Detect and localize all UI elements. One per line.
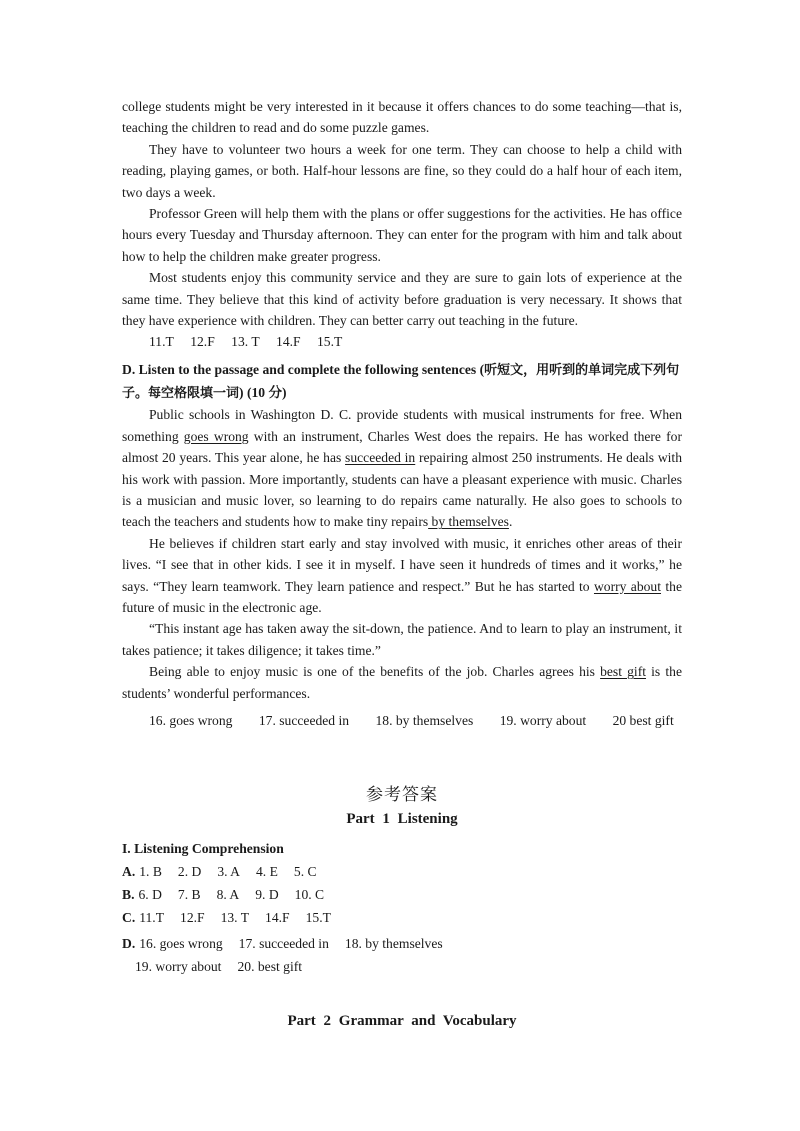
passage-c-paragraph-1: college students might be very interested in it because it offers chances to do some teaching—that is, teaching the children to read and do some puzzle games. <box>122 99 682 136</box>
answer-item: 17. succeeded in <box>238 935 329 951</box>
passage-d-paragraph-3: “This instant age has taken away the sit-down, the patience. And to learn to play an instrument, it takes patience; it takes diligence; it takes time.” <box>122 621 682 658</box>
text-run: with an instrument, Charles West does the repairs. He has worked there for almost 20 years. This year alone, he has <box>122 428 682 466</box>
part-2-title: Part 2 Grammar and Vocabulary <box>287 1012 517 1029</box>
answer-row-b <box>122 883 682 906</box>
answer-item: 19. worry about <box>499 712 587 728</box>
answer-item: 7. B <box>177 886 201 902</box>
text-run: is the students’ wonderful performances. <box>122 664 682 701</box>
text-run: the future of music in the electronic age. <box>122 578 682 615</box>
answer-item: 4. E <box>255 863 278 879</box>
answer-item: 15.T <box>305 909 331 925</box>
text-run: repairing almost 250 instruments. He deals with his work with passion. More importantly, students can have a pleasant experience with music. Charles is a musician and music lover, so learning to do repairs came naturally. He also goes to schools to teach the teachers and students how to make tiny repairs <box>122 450 682 530</box>
row-label: D. <box>122 935 136 951</box>
answer-row-c <box>122 906 682 929</box>
answer-item: 17. succeeded in <box>258 712 350 728</box>
document-page <box>122 96 682 1030</box>
answer-item: 9. D <box>255 886 279 902</box>
answer-item: 14.F <box>265 909 290 925</box>
answer-item: 15.T <box>317 334 343 350</box>
passage-c-paragraph-3: Professor Green will help them with the plans or offer suggestions for the activities. He has office hours every Tuesday and Thursday afternoon. They can enter for the program with him and talk about how to help the children make greater progress. <box>122 206 682 264</box>
row-label: C. <box>122 909 136 925</box>
section-d-heading-cn: 听短文，用听到的单词完成下列句子。每空格限填一词 <box>122 363 680 401</box>
answer-item: 18. by themselves <box>344 935 443 951</box>
section-d-heading-en: D. Listen to the passage and complete the following sentences ( <box>122 362 485 378</box>
section-1-title: I. Listening Comprehension <box>122 840 284 856</box>
passage-d-paragraph-1 <box>122 404 682 532</box>
answer-item: 8. A <box>216 886 240 902</box>
part-1-title: Part 1 Listening <box>346 810 458 827</box>
section-d-heading <box>122 359 682 404</box>
answer-underline: by themselves <box>428 514 509 530</box>
answer-item: 10. C <box>294 886 325 902</box>
answer-underline: best gift <box>600 664 647 680</box>
answer-item: 1. B <box>139 863 162 879</box>
text-run: He believes if children start early and stay involved with music, it enriches other areas of their lives. “I see that in other kids. I see it in myself. I have seen it hundreds of times and it works,” he says. “They learn teamwork. They learn patience and respect.” But he has started to <box>122 535 682 594</box>
answer-item: 12.F <box>180 909 205 925</box>
passage-c-paragraph-2: They have to volunteer two hours a week for one term. They can choose to help a child with reading, playing games, or both. Half-hour lessons are fine, so they could do a half hour of each item, two days a week. <box>122 141 682 200</box>
answer-item: 3. A <box>217 863 240 879</box>
answer-item: 14.F <box>276 334 301 350</box>
answer-item: 13. T <box>220 909 250 925</box>
passage-d-paragraph-2 <box>122 533 682 619</box>
answer-item: 20 best gift <box>612 712 674 728</box>
answer-item: 11.T <box>149 334 174 350</box>
answer-row-d-continued <box>122 955 682 979</box>
section-d-heading-score: ) (10 分) <box>239 384 287 400</box>
answer-underline: worry about <box>593 578 662 594</box>
answer-item: 18. by themselves <box>375 712 474 728</box>
answer-item: 19. worry about <box>135 958 222 974</box>
passage-d-paragraph-4 <box>122 661 682 704</box>
text-run: Being able to enjoy music is one of the benefits of the job. Charles agrees his <box>149 664 601 680</box>
answer-item: 20. best gift <box>237 958 303 974</box>
text-run: Public schools in Washington D. C. provide students with musical instruments for free. When something <box>122 407 682 444</box>
answer-item: 13. T <box>231 334 260 350</box>
answer-item: 11.T <box>139 909 165 925</box>
text-run: . <box>508 514 513 530</box>
passage-c-answers <box>122 331 682 353</box>
answer-item: 16. goes wrong <box>149 712 233 728</box>
row-label: A. <box>122 863 136 879</box>
row-label: B. <box>122 886 135 902</box>
answer-underline: succeeded in <box>345 450 416 466</box>
answer-item: 12.F <box>190 334 215 350</box>
answer-item: 6. D <box>138 886 162 902</box>
answer-underline: goes wrong <box>183 428 249 444</box>
answer-key-title: 参考答案 <box>366 784 438 805</box>
answer-row-a <box>122 860 682 883</box>
answer-item: 5. C <box>293 863 317 879</box>
answer-item: 2. D <box>177 863 202 879</box>
passage-d-answers <box>122 710 682 732</box>
answer-item: 16. goes wrong <box>139 935 223 951</box>
answer-row-d <box>122 932 682 955</box>
passage-c-paragraph-4: Most students enjoy this community service and they are sure to gain lots of experience at the same time. They believe that this kind of activity before graduation is very necessary. It shows that they have experience with children. They can better carry out teaching in the future. <box>122 270 682 329</box>
